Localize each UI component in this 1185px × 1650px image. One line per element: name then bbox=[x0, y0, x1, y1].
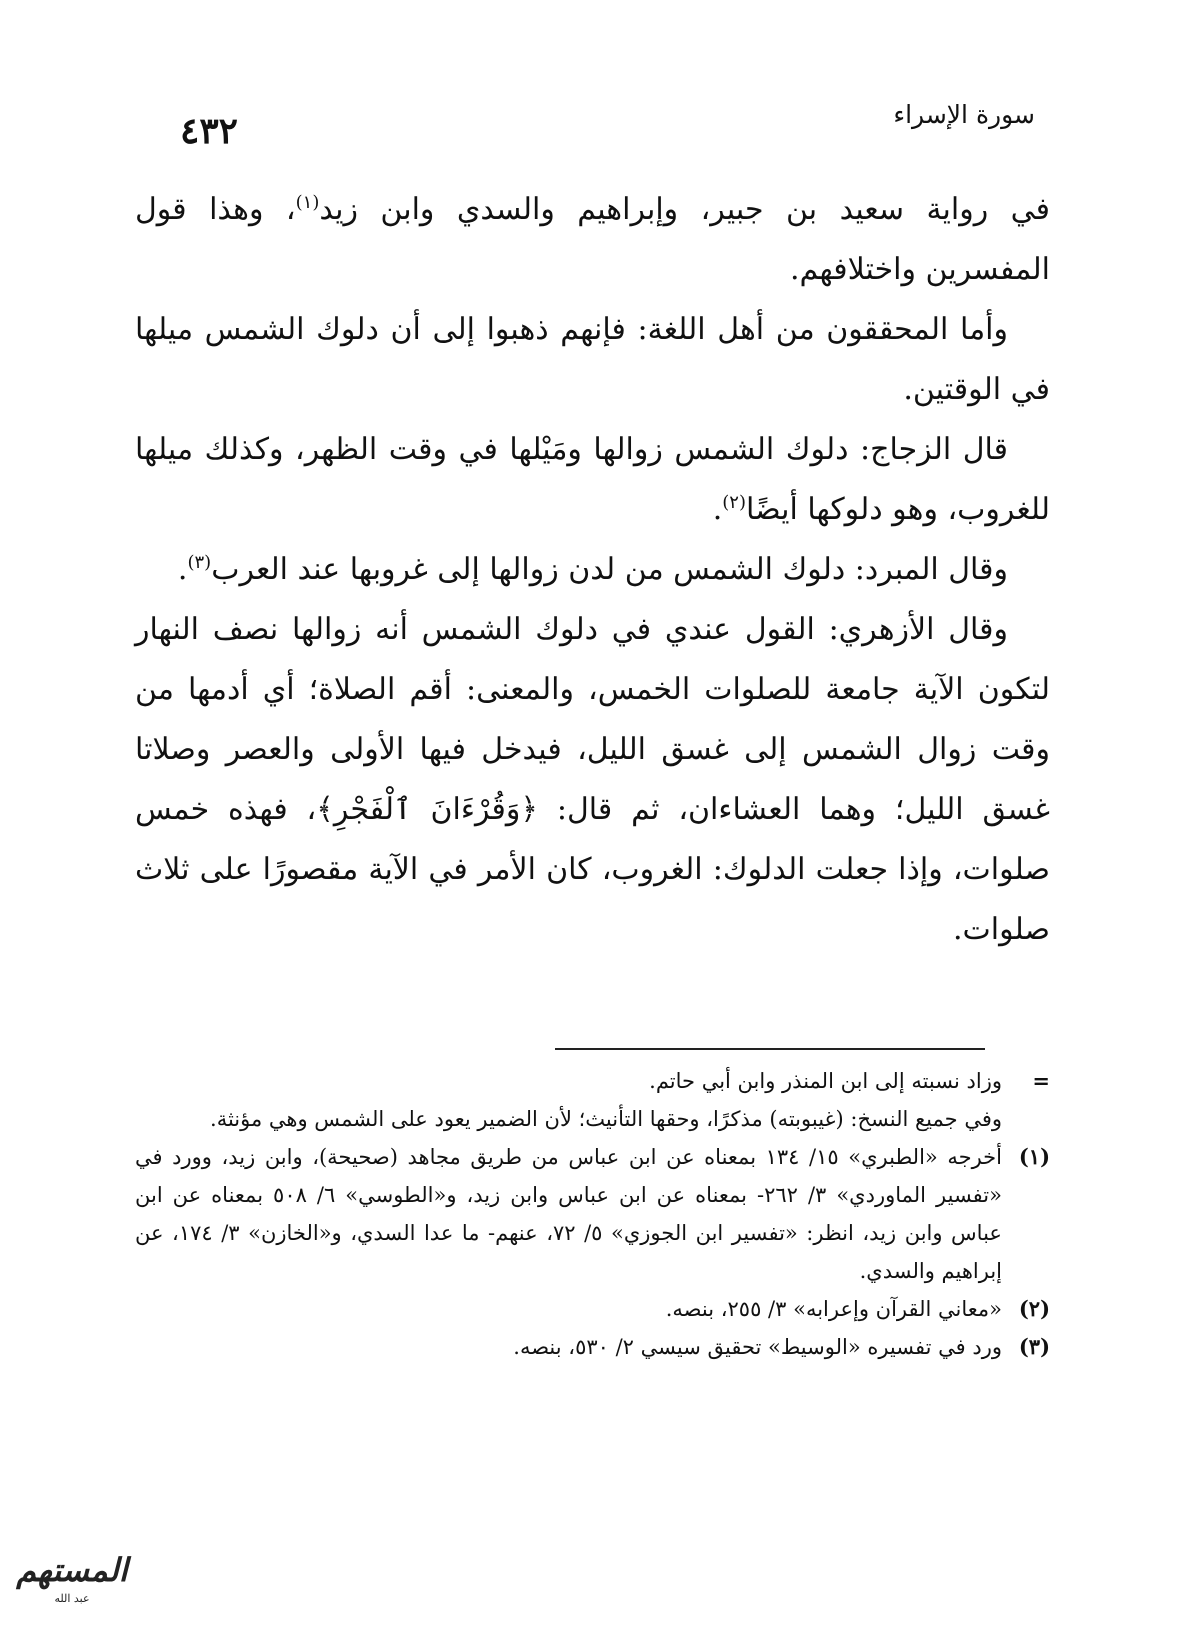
footnote-2-number: (٢) bbox=[1018, 1296, 1050, 1321]
paragraph-5 bbox=[135, 600, 1050, 960]
footnote-1-text: أخرجه «الطبري» ١٥/ ١٣٤ بمعناه عن ابن عباس من طريق مجاهد (صحيحة)، وابن زيد، وورد في «تفسير الماوردي» ٣/ ٢٦٢- بمعناه عن ابن عباس وابن زيد، و«الطوسي» ٦/ ٥٠٨ بمعناه عن ابن عباس وابن زيد، انظر: «تفسير ابن الجوزي» ٥/ ٧٢، عنهم- ما عدا السدي، و«الخازن» ٣/ ١٧٤، عن إبراهيم والسدي. bbox=[135, 1145, 1002, 1283]
continuation-marker: = bbox=[1032, 1068, 1050, 1093]
logo-sub-text: عبد الله bbox=[54, 1592, 90, 1605]
p1-text-end: ، وهذا قول المفسرين واختلافهم. bbox=[135, 192, 1050, 287]
watermark-logo bbox=[12, 1548, 132, 1618]
logo-main-text: المستهم bbox=[16, 1551, 128, 1589]
continuation-line-1: وزاد نسبته إلى ابن المنذر وابن أبي حاتم. bbox=[649, 1069, 1002, 1093]
paragraph-1 bbox=[135, 180, 1050, 300]
quran-quote: ﴿وَقُرْءَانَ ٱلْفَجْرِ﴾ bbox=[316, 792, 538, 827]
p4-text: وقال المبرد: دلوك الشمس من لدن زوالها إلى غروبها عند العرب bbox=[211, 552, 1008, 587]
footnote-3-text: ورد في تفسيره «الوسيط» تحقيق سيسي ٢/ ٥٣٠، بنصه. bbox=[513, 1335, 1002, 1359]
p3-end: . bbox=[712, 492, 723, 527]
footnote-1-number: (١) bbox=[1018, 1144, 1050, 1169]
footnote-2-text: «معاني القرآن وإعرابه» ٣/ ٢٥٥، بنصه. bbox=[665, 1297, 1002, 1321]
p3-text: قال الزجاج: دلوك الشمس زوالها ومَيْلها في وقت الظهر، وكذلك ميلها للغروب، وهو دلوكها أيضًا bbox=[135, 432, 1050, 527]
footnote-ref-2: (٢) bbox=[722, 492, 746, 513]
continuation-line-2: وفي جميع النسخ: (غيبوبته) مذكرًا، وحقها التأنيث؛ لأن الضمير يعود على الشمس وهي مؤنثة. bbox=[210, 1107, 1002, 1131]
p1-text: في رواية سعيد بن جبير، وإبراهيم والسدي وابن زيد bbox=[319, 192, 1051, 227]
paragraph-4 bbox=[135, 540, 1050, 600]
main-text bbox=[135, 180, 1050, 960]
footnote-1 bbox=[135, 1138, 1050, 1290]
surah-title: سورة الإسراء bbox=[893, 100, 1035, 129]
page-header bbox=[180, 90, 1035, 170]
footnote-divider bbox=[555, 1048, 985, 1050]
footnotes bbox=[135, 1062, 1050, 1366]
footnote-3 bbox=[135, 1328, 1050, 1366]
footnote-ref-3: (٣) bbox=[187, 552, 212, 573]
p5-end: ، فهذه خمس صلوات، وإذا جعلت الدلوك: الغروب، كان الأمر في الآية مقصورًا على ثلاث صلوات. bbox=[135, 792, 1050, 947]
p4-end: . bbox=[177, 552, 188, 587]
footnote-continuation bbox=[135, 1062, 1050, 1138]
paragraph-2: وأما المحققون من أهل اللغة: فإنهم ذهبوا إلى أن دلوك الشمس ميلها في الوقتين. bbox=[135, 312, 1050, 407]
paragraph-3 bbox=[135, 420, 1050, 540]
p5-text: وقال الأزهري: القول عندي في دلوك الشمس أنه زوالها نصف النهار لتكون الآية جامعة للصلوات الخمس، والمعنى: أقم الصلاة؛ أي أدمها من وقت زوال الشمس إلى غسق الليل، فيدخل فيها الأولى والعصر وصلاتا غسق الليل؛ وهما العشاءان، ثم قال: bbox=[135, 612, 1050, 827]
footnote-ref-1: (١) bbox=[295, 192, 320, 213]
footnote-2 bbox=[135, 1290, 1050, 1328]
page-number: ٤٣٢ bbox=[180, 110, 239, 152]
footnote-3-number: (٣) bbox=[1018, 1334, 1050, 1359]
